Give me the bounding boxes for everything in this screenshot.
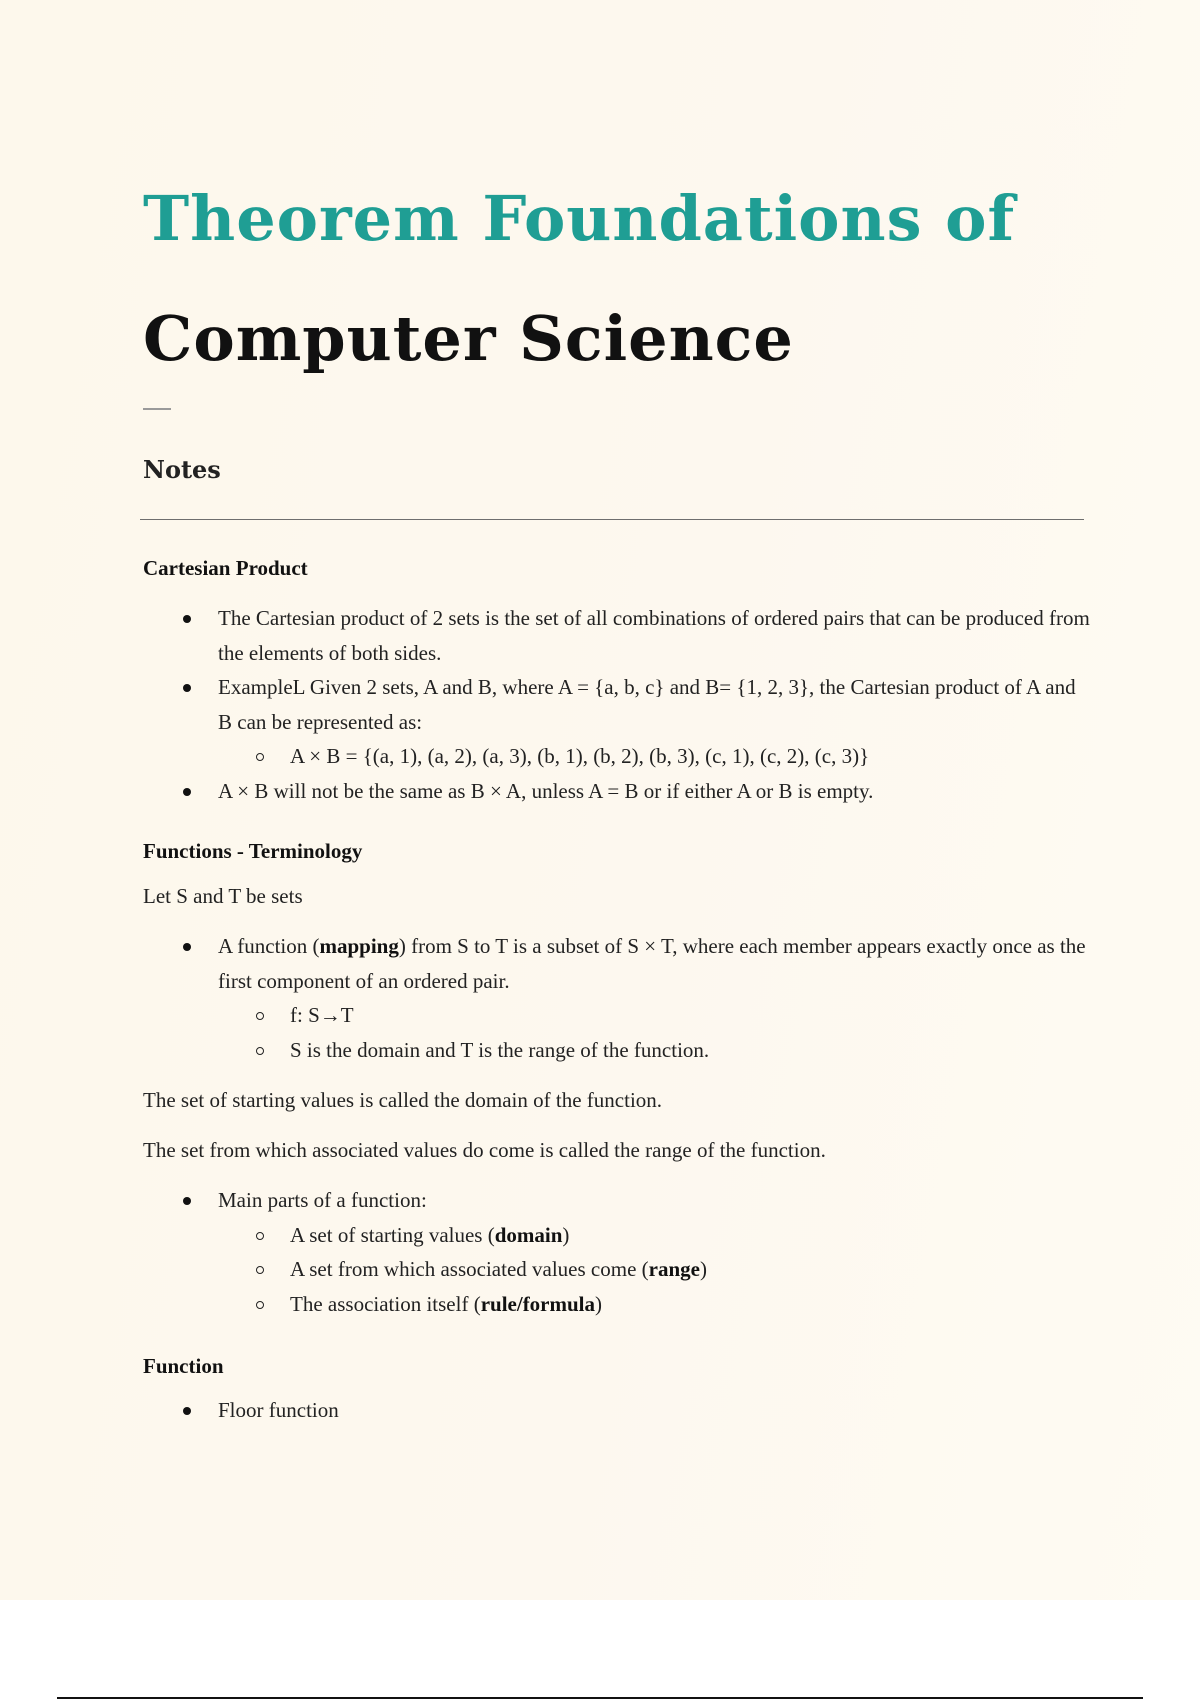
bullet-icon [183,615,191,623]
bullet-icon [183,1197,191,1205]
bold-term: rule/formula [480,1291,596,1316]
notes-label: Notes [143,455,221,484]
footer-divider [57,1697,1143,1699]
text-post: ) [562,1222,570,1247]
bold-term: range [648,1257,700,1281]
hollow-bullet-icon [256,1012,264,1020]
bullet-icon [183,684,191,692]
list-item [143,670,1093,774]
list-item [143,601,1093,670]
title-dash-divider [143,408,171,410]
hollow-bullet-icon [256,753,264,761]
sub-list-item-text [290,1287,1093,1322]
sub-list-item [143,739,1093,774]
list-item-text: Floor function [218,1398,339,1422]
text-pre: A set from which associated values come ( [290,1257,649,1281]
sub-list-item-text: f: S→T [290,1003,354,1027]
list-item-text: The Cartesian product of 2 sets is the set of all combinations of ordered pairs that can be produced from the elements of both sides. [218,606,1090,665]
sub-list [218,739,1093,774]
sub-list-item [143,1218,1093,1253]
sub-list-item [143,1287,1093,1322]
text-post: ) [595,1291,603,1316]
bold-term: domain [494,1222,563,1247]
list-item-text-pre: A function ( [218,934,320,958]
sub-list-item [143,998,1093,1033]
notes-body [143,551,1093,1428]
sub-list [218,1218,1093,1322]
bold-term: mapping [319,934,399,958]
bullet-icon [183,943,191,951]
paragraph: The set from which associated values do come is called the range of the function. [143,1138,826,1162]
sub-list-item-text: A × B = {(a, 1), (a, 2), (a, 3), (b, 1), (b, 2), (b, 3), (c, 1), (c, 2), (c, 3)} [290,744,870,768]
list-item [143,774,1093,809]
function-list [143,1393,1093,1428]
list-item-text: ExampleL Given 2 sets, A and B, where A = {a, b, c} and B= {1, 2, 3}, the Cartesian product of A and B can be represented as: [218,675,1076,734]
sub-list [218,998,1093,1067]
section-heading-functions-terminology: Functions - Terminology [143,839,363,863]
list-item-text: A × B will not be the same as B × A, unless A = B or if either A or B is empty. [218,778,874,803]
bullet-icon [183,788,191,796]
title-line-1: Theorem Foundations of [143,182,1016,255]
list-item [143,1183,1093,1321]
text-pre: The association itself ( [290,1291,481,1316]
sub-list-item-text [290,1218,1093,1253]
cartesian-list [143,601,1093,808]
hollow-bullet-icon [256,1047,264,1055]
hollow-bullet-icon [256,1301,264,1309]
text-post: ) [699,1257,707,1281]
sub-list-item-text [290,1252,1093,1287]
function-parts-list [143,1183,1093,1321]
list-item [143,929,1093,1067]
sub-list-item [143,1033,1093,1068]
text-pre: A set of starting values ( [290,1222,495,1247]
sub-list-item [143,1252,1093,1287]
list-item-text-post: ) from S to T is a subset of S × T, where each member appears exactly once as the first component of an ordered pair. [218,934,1086,993]
list-item [143,1393,1093,1428]
bullet-icon [183,1407,191,1415]
functions-list [143,929,1093,1067]
list-item-text: Main parts of a function: [218,1188,427,1212]
hollow-bullet-icon [256,1266,264,1274]
paragraph: Let S and T be sets [143,884,303,908]
title-line-2: Computer Science [143,302,794,375]
notes-divider [140,519,1084,520]
section-heading-cartesian-product: Cartesian Product [143,556,308,580]
section-heading-function: Function [143,1354,224,1378]
sub-list-item-text: S is the domain and T is the range of the function. [290,1037,710,1062]
paragraph: The set of starting values is called the domain of the function. [143,1088,663,1112]
hollow-bullet-icon [256,1232,264,1240]
